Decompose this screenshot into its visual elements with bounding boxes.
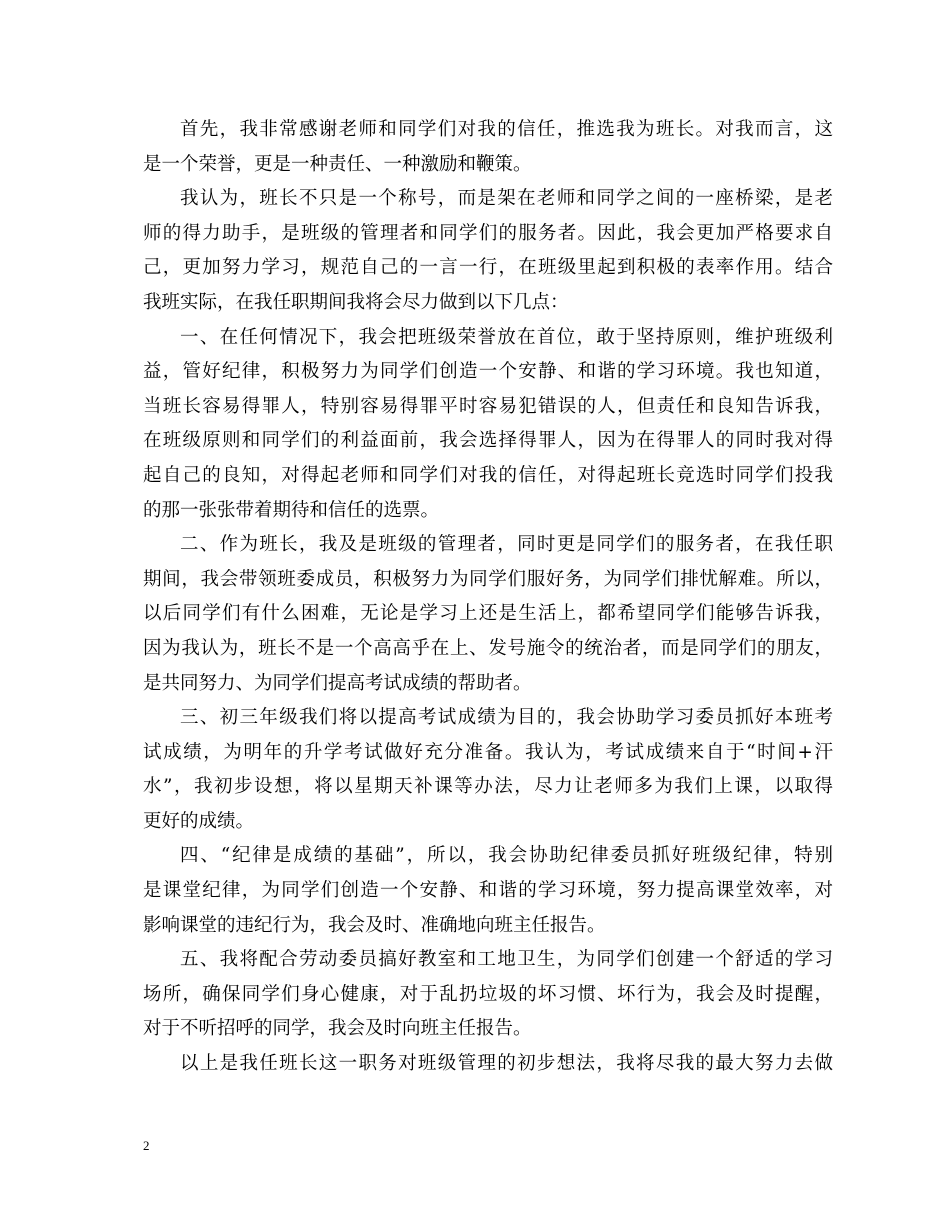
text-line: 是一个荣誉，更是一种责任、一种激励和鞭策。 bbox=[143, 153, 532, 175]
text-line: 三、初三年级我们将以提高考试成绩为目的，我会协助学习委员抓好本班考 bbox=[180, 707, 833, 729]
text-line: 更好的成绩。 bbox=[143, 810, 255, 832]
text-line: 水”，我初步设想，将以星期天补课等办法，尽力让老师多为我们上课，以取得 bbox=[143, 776, 833, 798]
text-line: 首先，我非常感谢老师和同学们对我的信任，推选我为班长。对我而言，这 bbox=[180, 119, 833, 140]
text-line: 五、我将配合劳动委员搞好教室和工地卫生，为同学们创建一个舒适的学习 bbox=[180, 949, 833, 971]
text-line: 以后同学们有什么困难，无论是学习上还是生活上，都希望同学们能够告诉我， bbox=[143, 603, 833, 625]
text-line: 起自己的良知，对得起老师和同学们对我的信任，对得起班长竞选时同学们投我 bbox=[143, 464, 833, 486]
text-line: 期间，我会带领班委成员，积极努力为同学们服好务，为同学们排忧解难。所以， bbox=[143, 568, 833, 590]
text-line: 己，更加努力学习，规范自己的一言一行，在班级里起到积极的表率作用。结合 bbox=[143, 257, 833, 279]
text-line: 我班实际，在我任职期间我将会尽力做到以下几点： bbox=[143, 291, 569, 313]
text-line: 师的得力助手，是班级的管理者和同学们的服务者。因此，我会更加严格要求自 bbox=[143, 222, 833, 244]
text-line: 是共同努力、为同学们提高考试成绩的帮助者。 bbox=[143, 672, 532, 694]
text-line: 影响课堂的违纪行为，我会及时、准确地向班主任报告。 bbox=[143, 914, 606, 936]
text-line: 场所，确保同学们身心健康，对于乱扔垃圾的坏习惯、坏行为，我会及时提醒， bbox=[143, 983, 833, 1005]
text-line: 益，管好纪律，积极努力为同学们创造一个安静、和谐的学习环境。我也知道， bbox=[143, 361, 833, 383]
text-line: 当班长容易得罪人，特别容易得罪平时容易犯错误的人，但责任和良知告诉我， bbox=[143, 395, 833, 417]
text-line: 是课堂纪律，为同学们创造一个安静、和谐的学习环境，努力提高课堂效率，对 bbox=[143, 880, 833, 902]
text-line: 因为我认为，班长不是一个高高乎在上、发号施令的统治者，而是同学们的朋友， bbox=[143, 637, 833, 659]
body-text bbox=[143, 113, 833, 1082]
text-line: 的那一张张带着期待和信任的选票。 bbox=[143, 499, 440, 521]
text-line: 四、“纪律是成绩的基础”，所以，我会协助纪律委员抓好班级纪律，特别 bbox=[180, 845, 833, 867]
text-line: 一、在任何情况下，我会把班级荣誉放在首位，敢于坚持原则，维护班级利 bbox=[180, 326, 833, 348]
text-line: 以上是我任班长这一职务对班级管理的初步想法，我将尽我的最大努力去做 bbox=[180, 1053, 833, 1075]
text-line: 二、作为班长，我及是班级的管理者，同时更是同学们的服务者，在我任职 bbox=[180, 534, 833, 556]
text-line: 在班级原则和同学们的利益面前，我会选择得罪人，因为在得罪人的同时我对得 bbox=[143, 430, 833, 452]
text-line: 我认为，班长不只是一个称号，而是架在老师和同学之间的一座桥梁，是老 bbox=[180, 188, 833, 210]
page-number: 2 bbox=[143, 1138, 150, 1153]
text-line: 试成绩，为明年的升学考试做好充分准备。我认为，考试成绩来自于“时间+汗 bbox=[143, 741, 833, 763]
text-line: 对于不听招呼的同学，我会及时向班主任报告。 bbox=[143, 1018, 532, 1040]
